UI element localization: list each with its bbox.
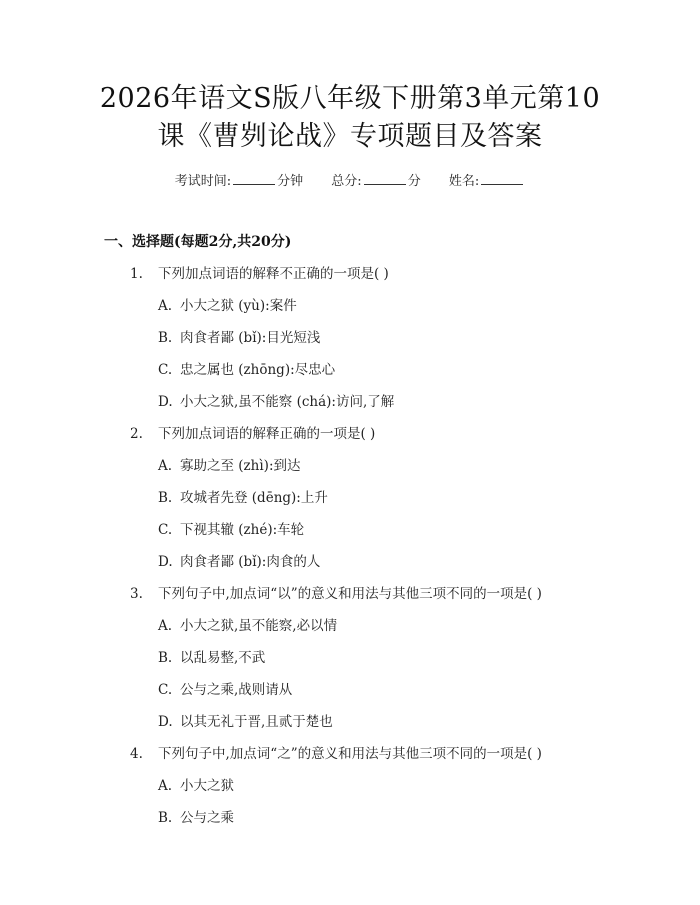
- exam-info-row: [0, 170, 700, 189]
- question-number: 1.: [130, 266, 143, 282]
- question-1-option-d: [158, 390, 394, 410]
- option-letter: B.: [158, 490, 173, 506]
- page-title-line-1: 2026年语文S版八年级下册第3单元第10: [99, 83, 601, 114]
- question-4: [130, 742, 542, 762]
- question-1-option-b: [158, 326, 320, 346]
- option-text: 肉食者鄙 (bǐ):目光短浅: [180, 330, 321, 346]
- option-letter: A.: [158, 298, 173, 314]
- exam-time-label: 考试时间:: [174, 174, 232, 189]
- question-number: 2.: [130, 426, 143, 442]
- question-2-option-a: [158, 454, 301, 474]
- option-letter: A.: [158, 618, 173, 634]
- option-letter: B.: [158, 330, 173, 346]
- exam-time-field: [175, 174, 308, 189]
- option-text: 小大之狱 (yù):案件: [180, 298, 297, 314]
- name-label: 姓名:: [448, 174, 480, 189]
- option-letter: A.: [158, 458, 173, 474]
- question-1-option-c: [158, 358, 335, 378]
- question-stem: 下列加点词语的解释正确的一项是( ): [158, 426, 376, 442]
- exam-time-blank: [233, 172, 275, 185]
- option-letter: D.: [158, 714, 173, 730]
- option-text: 小大之狱,虽不能察 (chá):访问,了解: [180, 394, 395, 410]
- option-text: 攻城者先登 (dēng):上升: [180, 490, 328, 506]
- option-letter: D.: [158, 394, 173, 410]
- question-stem: 下列句子中,加点词“之”的意义和用法与其他三项不同的一项是( ): [158, 746, 542, 762]
- question-2-option-b: [158, 486, 328, 506]
- question-1: [130, 262, 389, 282]
- option-letter: C.: [158, 362, 173, 378]
- name-field: [449, 174, 525, 189]
- option-text: 寡助之至 (zhì):到达: [180, 458, 301, 474]
- total-score-label: 总分:: [331, 174, 362, 189]
- name-blank: [481, 172, 523, 185]
- question-3-option-d: [158, 710, 333, 730]
- question-4-option-a: [158, 774, 234, 794]
- option-letter: B.: [158, 650, 173, 666]
- option-letter: A.: [158, 778, 173, 794]
- question-stem: 下列句子中,加点词“以”的意义和用法与其他三项不同的一项是( ): [158, 586, 542, 602]
- option-text: 以其无礼于晋,且贰于楚也: [180, 714, 333, 730]
- section-heading: 一、选择题(每题2分,共20分): [104, 234, 292, 250]
- question-2-option-d: [158, 550, 320, 570]
- exam-time-unit: 分钟: [277, 174, 304, 189]
- question-stem: 下列加点词语的解释不正确的一项是( ): [158, 266, 389, 282]
- option-text: 公与之乘: [180, 810, 234, 826]
- question-2-option-c: [158, 518, 304, 538]
- question-3-option-c: [158, 678, 292, 698]
- page-title-line-2: 课《曹刿论战》专项题目及答案: [157, 121, 543, 152]
- option-letter: C.: [158, 682, 173, 698]
- total-score-unit: 分: [407, 174, 421, 189]
- option-text: 小大之狱: [180, 778, 234, 794]
- question-4-option-b: [158, 806, 234, 826]
- total-score-blank: [364, 172, 406, 185]
- option-text: 以乱易整,不武: [180, 650, 266, 666]
- question-1-option-a: [158, 294, 297, 314]
- option-text: 公与之乘,战则请从: [180, 682, 293, 698]
- option-letter: B.: [158, 810, 173, 826]
- total-score-field: [331, 174, 425, 189]
- option-text: 下视其辙 (zhé):车轮: [180, 522, 305, 538]
- question-number: 4.: [130, 746, 143, 762]
- question-3: [130, 582, 542, 602]
- option-letter: D.: [158, 554, 173, 570]
- option-text: 忠之属也 (zhōng):尽忠心: [180, 362, 336, 378]
- question-2: [130, 422, 375, 442]
- question-3-option-a: [158, 614, 337, 634]
- option-letter: C.: [158, 522, 173, 538]
- option-text: 肉食者鄙 (bǐ):肉食的人: [180, 554, 321, 570]
- question-number: 3.: [130, 586, 143, 602]
- question-3-option-b: [158, 646, 265, 666]
- option-text: 小大之狱,虽不能察,必以情: [180, 618, 338, 634]
